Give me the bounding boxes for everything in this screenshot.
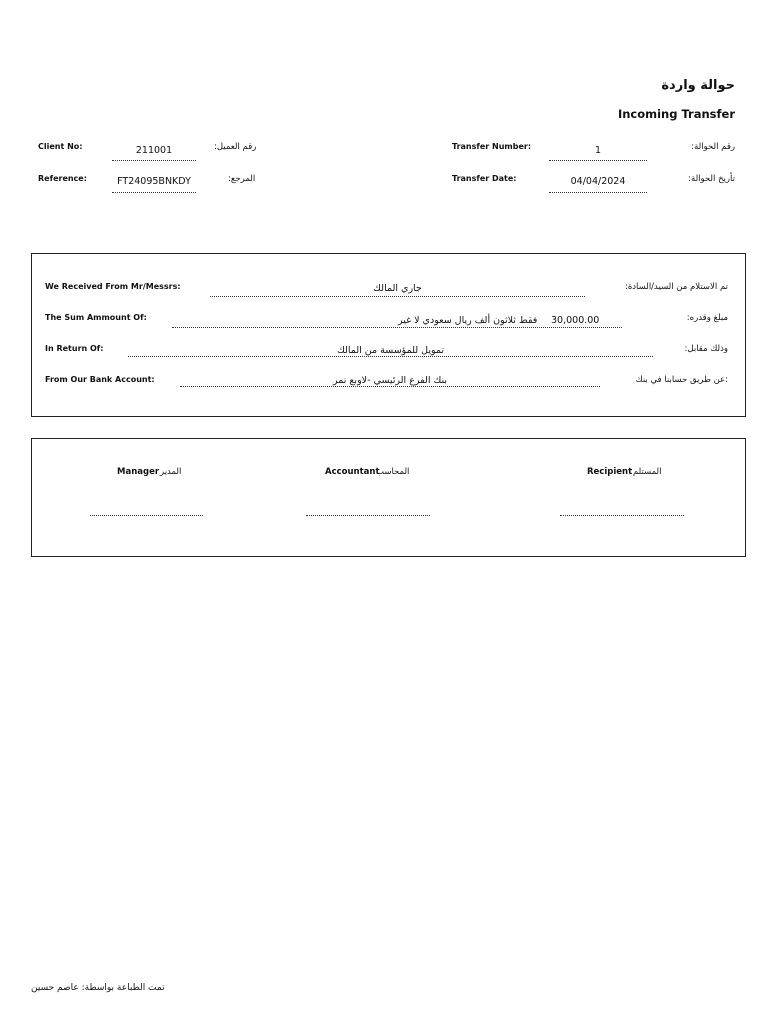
transfer-date-dotted-line [549,192,647,193]
client-no-value: 211001 [135,145,173,156]
manager-label: Manager [117,467,160,477]
in-return-of-value: تمويل للمؤسسة من المالك [336,345,445,356]
manager-signature-line [90,515,203,516]
transfer-date-value: 04/04/2024 [570,176,626,187]
reference-label: Reference: [38,174,87,183]
bank-account-label: From Our Bank Account: [45,375,155,384]
reference-value: FT24095BNKDY [117,176,191,187]
bank-account-label-arabic: :عن طريق حسابنا في بنك [635,375,728,385]
manager-label-arabic: المدير [160,467,182,477]
sum-amount-label: The Sum Ammount Of: [45,313,147,322]
recipient-label-arabic: المستلم [633,467,662,477]
received-from-dotted-line [210,296,585,297]
accountant-signature-line [306,515,430,516]
in-return-of-dotted-line [128,356,653,357]
reference-label-arabic: المرجع: [228,174,256,184]
document-title-english: Incoming Transfer [617,107,735,121]
recipient-signature-line [560,515,684,516]
recipient-label: Recipient [587,467,633,477]
client-no-label-arabic: رقم العميل: [214,142,257,152]
client-no-label: Client No: [38,142,83,151]
transfer-number-label: Transfer Number: [452,142,532,151]
sum-amount-words: فقط ثلاثون ألف ريال سعودي لا غير [398,315,538,326]
bank-account-value: بنك الفرع الرئيسي -لاوبع نمر [332,375,448,386]
client-no-dotted-line [112,160,196,161]
signatures-box [31,438,746,557]
document-title-arabic: حوالة واردة [661,78,735,93]
reference-dotted-line [112,192,196,193]
sum-amount-label-arabic: مبلغ وقدره: [686,313,728,323]
received-from-value: جاري المالك [373,283,422,294]
sum-amount-dotted-line [172,327,622,328]
printed-by-footer: تمت الطباعة بواسطة: عاصم حسين [31,983,165,993]
accountant-label: Accountant [325,467,380,477]
sum-amount-number: 30,000.00 [551,315,600,326]
transfer-number-value: 1 [594,145,602,156]
accountant-label-arabic: المحاسب [376,467,410,477]
in-return-of-label-arabic: وذلك مقابل: [684,344,728,354]
in-return-of-label: In Return Of: [45,344,104,353]
transfer-details-box [31,253,746,417]
received-from-label: We Received From Mr/Messrs: [45,282,181,291]
bank-account-dotted-line [180,386,600,387]
transfer-date-label: Transfer Date: [452,174,517,183]
received-from-label-arabic: تم الاستلام من السيد/السادة: [624,282,728,292]
transfer-number-dotted-line [549,160,647,161]
transfer-date-label-arabic: تأريخ الحوالة: [688,174,735,184]
transfer-number-label-arabic: رقم الحوالة: [691,142,735,152]
